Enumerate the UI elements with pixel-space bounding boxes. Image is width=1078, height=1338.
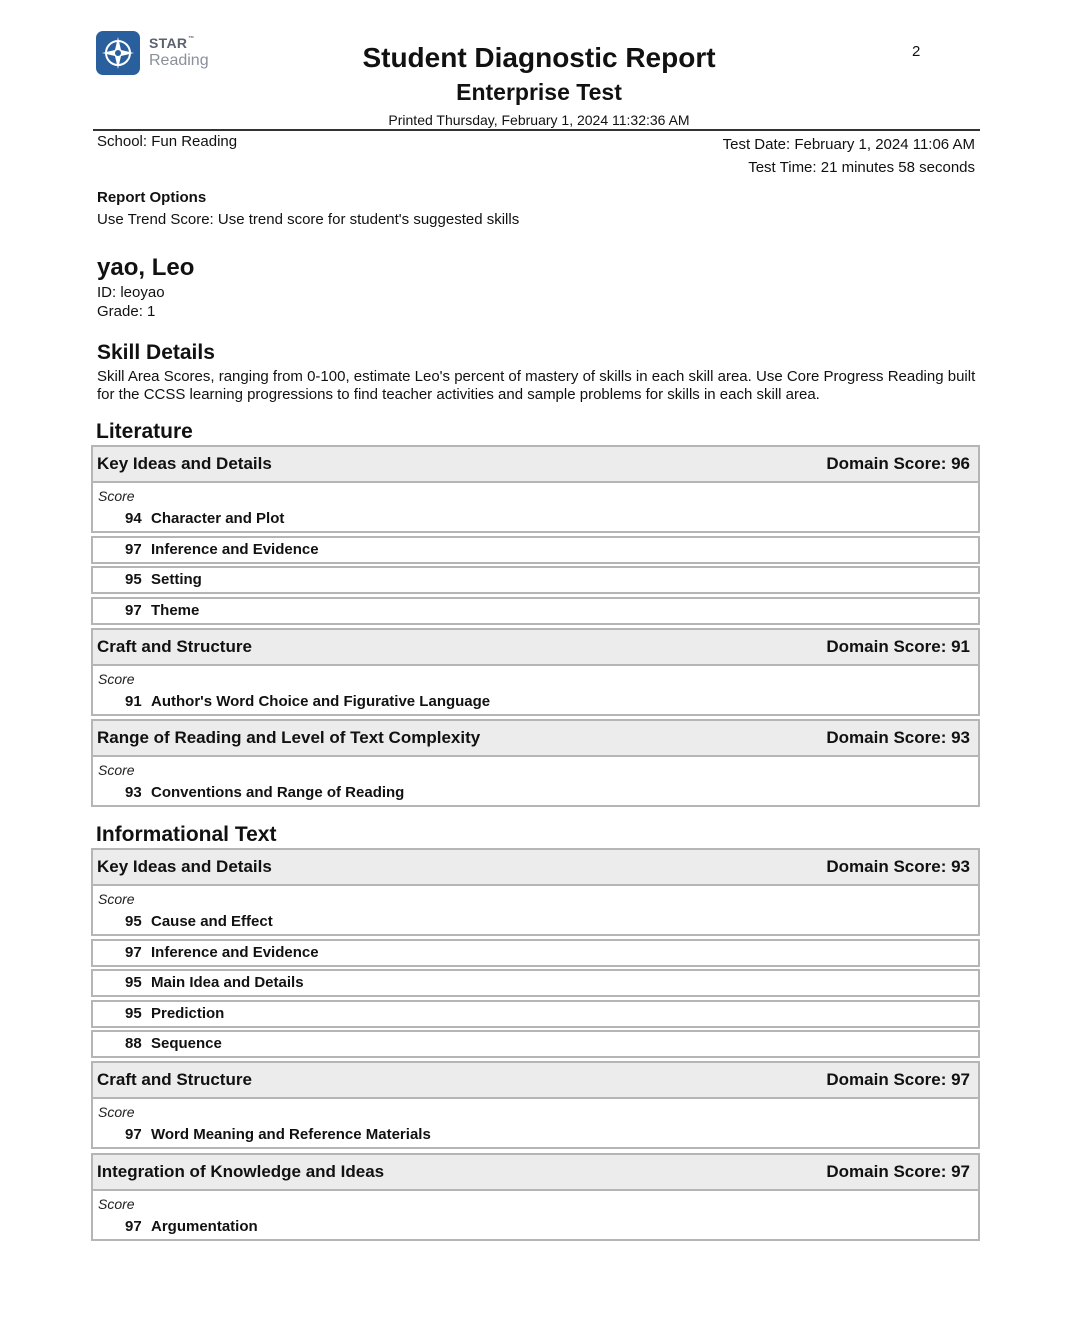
- skill-score: 95: [125, 571, 142, 588]
- skill-score: 95: [125, 974, 142, 991]
- skill-name: Main Idea and Details: [151, 974, 304, 991]
- brand-sub: Reading: [149, 52, 209, 69]
- skill-row: [91, 1030, 980, 1058]
- domain-name: Range of Reading and Level of Text Complexity: [97, 728, 481, 747]
- skill-score: 97: [125, 1126, 142, 1143]
- student-id: ID: leoyao: [97, 284, 165, 301]
- domain-name: Craft and Structure: [97, 637, 252, 656]
- domain-box: [91, 719, 980, 807]
- skill-name: Theme: [151, 602, 200, 619]
- report-options-text: Use Trend Score: Use trend score for student's suggested skills: [97, 211, 520, 228]
- skill-name: Word Meaning and Reference Materials: [151, 1126, 431, 1143]
- domain-header: [93, 1063, 978, 1099]
- skill-name: Inference and Evidence: [151, 944, 319, 961]
- domain-score: Domain Score: 91: [826, 637, 970, 656]
- score-label: Score: [98, 671, 135, 687]
- skill-score: 91: [125, 693, 142, 710]
- domain-box: [91, 1061, 980, 1149]
- skill-score: 95: [125, 913, 142, 930]
- skill-row: [91, 939, 980, 967]
- domain-box: [91, 445, 980, 533]
- skill-row: [93, 510, 978, 527]
- brand-top: STAR™: [149, 35, 195, 51]
- skill-name: Conventions and Range of Reading: [151, 784, 405, 801]
- header-divider: [93, 129, 980, 131]
- domain-header: [93, 447, 978, 483]
- skill-row: [93, 784, 978, 801]
- score-label: Score: [98, 488, 135, 504]
- skill-row: [93, 1218, 978, 1235]
- skill-row: [91, 536, 980, 564]
- skill-row: [91, 566, 980, 594]
- skill-name: Author's Word Choice and Figurative Language: [151, 693, 491, 710]
- score-label: Score: [98, 891, 135, 907]
- domain-name: Key Ideas and Details: [97, 857, 272, 876]
- skill-score: 97: [125, 541, 142, 558]
- skill-row: [91, 969, 980, 997]
- skill-name: Cause and Effect: [151, 913, 273, 930]
- domain-name: Craft and Structure: [97, 1070, 252, 1089]
- area-title-informational: Informational Text: [96, 823, 277, 846]
- skill-name: Prediction: [151, 1005, 225, 1022]
- test-info: [723, 133, 975, 179]
- page-number: 2: [912, 43, 921, 60]
- domain-header: [93, 850, 978, 886]
- report-subtitle: Enterprise Test: [456, 79, 622, 105]
- domain-box: [91, 628, 980, 716]
- skill-score: 95: [125, 1005, 142, 1022]
- domain-box: [91, 1153, 980, 1241]
- domain-header: [93, 721, 978, 757]
- score-label: Score: [98, 1196, 135, 1212]
- domain-score: Domain Score: 96: [826, 454, 970, 473]
- skill-details-description: Skill Area Scores, ranging from 0-100, estimate Leo's percent of mastery of skills in each skill area. Use Core Progress Reading built for the CCSS learning progressions to find teacher activities and sample problems for skills in each skill area.: [97, 368, 976, 403]
- domain-score: Domain Score: 93: [826, 728, 970, 747]
- test-date: Test Date: February 1, 2024 11:06 AM: [722, 136, 975, 153]
- student-name: yao, Leo: [97, 254, 195, 281]
- skill-name: Inference and Evidence: [151, 541, 319, 558]
- skill-name: Character and Plot: [151, 510, 285, 527]
- skill-name: Sequence: [151, 1035, 222, 1052]
- skill-row: [91, 597, 980, 625]
- area-title-literature: Literature: [96, 420, 193, 443]
- skill-row: [91, 1000, 980, 1028]
- score-label: Score: [98, 1104, 135, 1120]
- skill-score: 94: [125, 510, 142, 527]
- skill-row: [93, 693, 978, 710]
- report-options-title: Report Options: [97, 189, 207, 206]
- domain-score: Domain Score: 97: [826, 1070, 970, 1089]
- skill-score: 93: [125, 784, 142, 801]
- domain-header: [93, 630, 978, 666]
- domain-score: Domain Score: 97: [826, 1162, 970, 1181]
- domain-header: [93, 1155, 978, 1191]
- domain-score: Domain Score: 93: [826, 857, 970, 876]
- printed-date: Printed Thursday, February 1, 2024 11:32:36 AM: [388, 112, 690, 128]
- student-grade: Grade: 1: [97, 303, 156, 320]
- skill-name: Setting: [151, 571, 202, 588]
- domain-box: [91, 848, 980, 936]
- skill-score: 97: [125, 944, 142, 961]
- test-time: Test Time: 21 minutes 58 seconds: [748, 159, 975, 176]
- skill-name: Argumentation: [151, 1218, 258, 1235]
- domain-name: Integration of Knowledge and Ideas: [97, 1162, 385, 1181]
- skill-row: [93, 913, 978, 930]
- domain-name: Key Ideas and Details: [97, 454, 272, 473]
- score-label: Score: [98, 762, 135, 778]
- report-title: Student Diagnostic Report: [362, 42, 716, 73]
- skill-score: 97: [125, 602, 142, 619]
- skill-score: 88: [125, 1035, 142, 1052]
- skill-details-title: Skill Details: [97, 341, 215, 364]
- school-name: School: Fun Reading: [97, 133, 238, 150]
- skill-row: [93, 1126, 978, 1143]
- skill-score: 97: [125, 1218, 142, 1235]
